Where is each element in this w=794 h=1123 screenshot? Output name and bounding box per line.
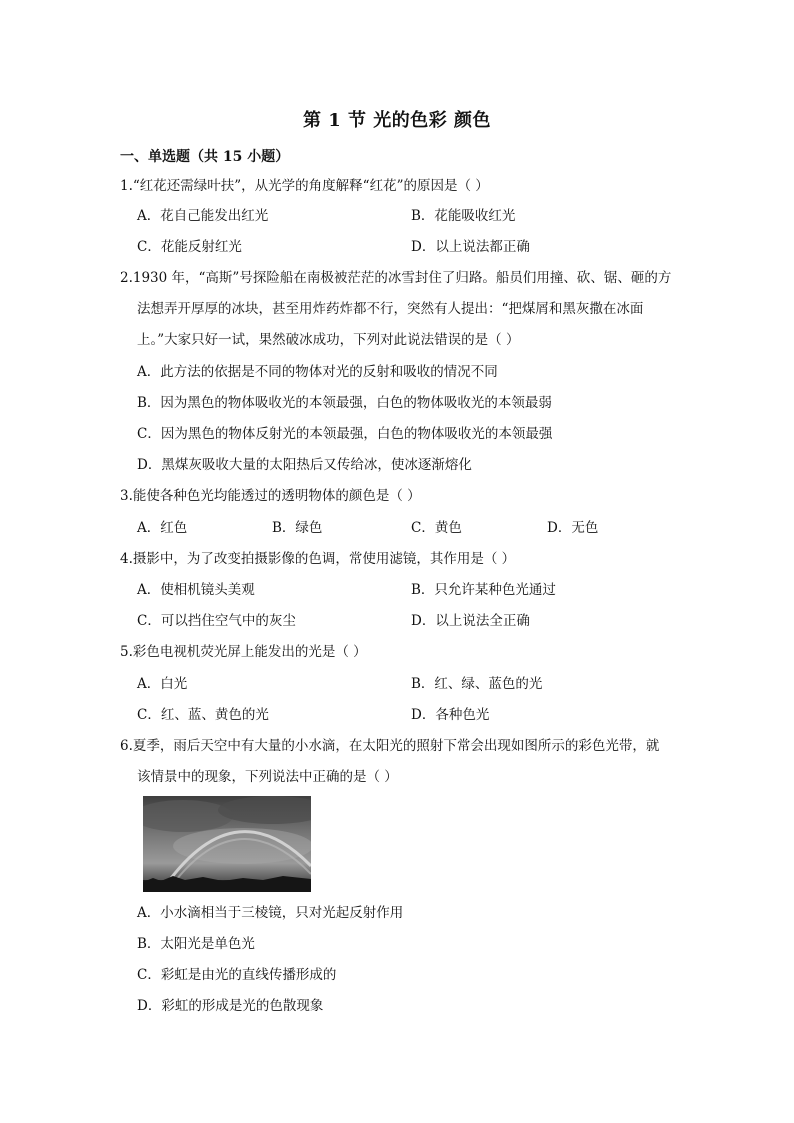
question-4-option-a: A．使相机镜头美观 <box>137 582 255 598</box>
page-title: 第 1 节 光的色彩 颜色 <box>302 110 492 131</box>
question-5-option-b: B．红、绿、蓝色的光 <box>411 676 543 692</box>
question-5-text: 5.彩色电视机荧光屏上能发出的光是（ ） <box>120 644 367 660</box>
question-5-option-a: A．白光 <box>137 676 188 692</box>
question-3-option-a: A．红色 <box>137 520 188 536</box>
question-2-text-line-1: 2.1930 年，“高斯”号探险船在南极被茫茫的冰雪封住了归路。船员们用撞、砍、锯、砸的方 <box>120 270 672 286</box>
question-5-option-c: C．红、蓝、黄色的光 <box>137 707 269 723</box>
question-4-option-c: C．可以挡住空气中的灰尘 <box>137 613 296 629</box>
question-2-option-d: D．黑煤灰吸收大量的太阳热后又传给冰，使冰逐渐熔化 <box>137 457 472 473</box>
question-1-option-c: C．花能反射红光 <box>137 239 242 255</box>
question-3-option-b: B．绿色 <box>272 520 323 536</box>
question-3-option-d: D．无色 <box>547 520 599 536</box>
question-3-option-c: C．黄色 <box>411 520 462 536</box>
question-1-option-a: A．花自己能发出红光 <box>137 208 269 224</box>
question-6-text-line-2: 该情景中的现象，下列说法中正确的是（ ） <box>137 769 398 785</box>
question-2-text-line-2: 法想弄开厚厚的冰块，甚至用炸药炸都不行，突然有人提出：“把煤屑和黑灰撒在冰面 <box>137 301 644 317</box>
question-4-option-b: B．只允许某种色光通过 <box>411 582 556 598</box>
question-2-option-c: C．因为黑色的物体反射光的本领最强，白色的物体吸收光的本领最强 <box>137 426 553 442</box>
question-6-option-a: A．小水滴相当于三棱镜，只对光起反射作用 <box>137 905 404 921</box>
question-2-option-b: B．因为黑色的物体吸收光的本领最强，白色的物体吸收光的本领最弱 <box>137 395 552 411</box>
question-6-option-b: B．太阳光是单色光 <box>137 936 255 952</box>
question-1-option-d: D．以上说法都正确 <box>411 239 530 255</box>
question-1-option-b: B．花能吸收红光 <box>411 208 516 224</box>
question-2-text-line-3: 上。”大家只好一试，果然破冰成功，下列对此说法错误的是（ ） <box>137 332 520 348</box>
question-3-text: 3.能使各种色光均能透过的透明物体的颜色是（ ） <box>120 488 421 504</box>
question-6-option-c: C．彩虹是由光的直线传播形成的 <box>137 967 337 983</box>
question-6-option-d: D．彩虹的形成是光的色散现象 <box>137 998 324 1014</box>
question-4-option-d: D．以上说法全正确 <box>411 613 530 629</box>
question-4-text: 4.摄影中，为了改变拍摄影像的色调，常使用滤镜，其作用是（ ） <box>120 551 516 567</box>
rainbow-illustration <box>143 796 311 892</box>
question-6-text-line-1: 6.夏季，雨后天空中有大量的小水滴，在太阳光的照射下常会出现如图所示的彩色光带，就 <box>120 738 660 754</box>
question-2-option-a: A．此方法的依据是不同的物体对光的反射和吸收的情况不同 <box>137 364 498 380</box>
question-5-option-d: D．各种色光 <box>411 707 490 723</box>
section-heading: 一、单选题（共 15 小题） <box>120 149 290 165</box>
rainbow-photo <box>143 796 311 892</box>
question-1-text: 1.“红花还需绿叶扶”，从光学的角度解释“红花”的原因是（ ） <box>120 178 489 194</box>
